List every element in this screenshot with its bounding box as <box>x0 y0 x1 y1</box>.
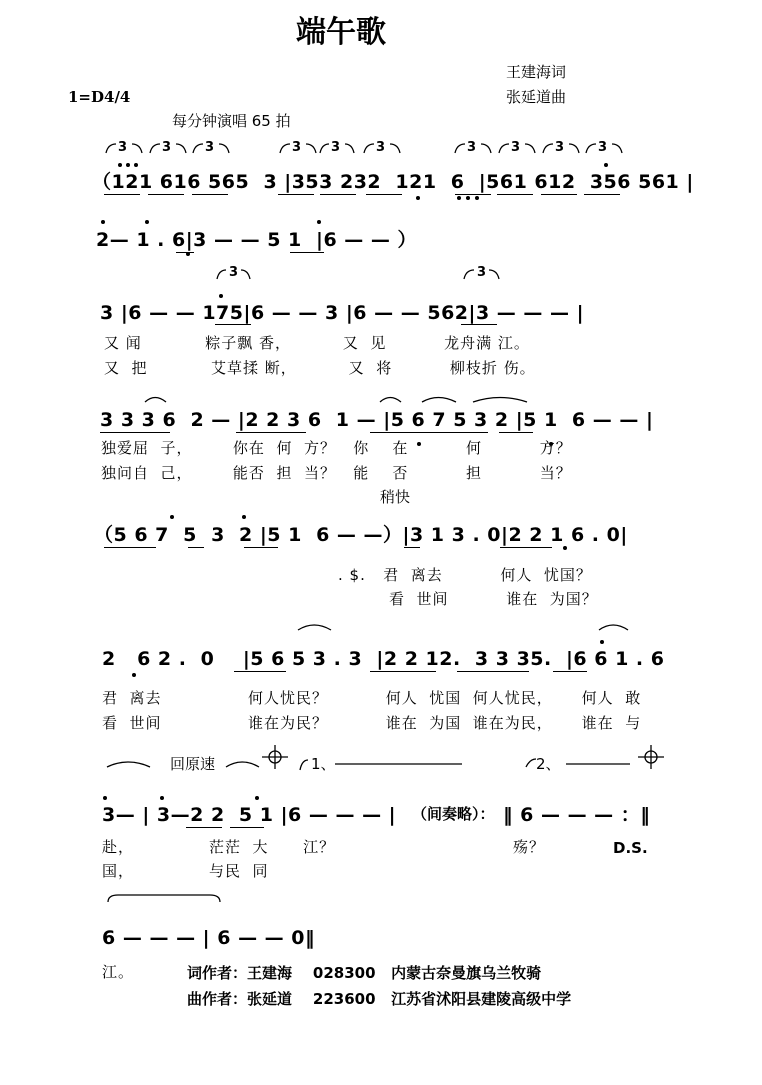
first-ending-mark: 1、 <box>311 755 336 773</box>
tie-line8 <box>0 890 762 910</box>
lyricist-credit: 王建海词 <box>506 63 567 81</box>
ties-line6 <box>0 620 762 640</box>
dal-segno-mark: D.S. <box>613 839 648 857</box>
verse-notes-line3: 3 |6 — — 175|6 — — 3 |6 — — 562|3 — — — | <box>100 302 585 324</box>
lyric-verse2-line3: 又 把 艾草揉 断， 又 将 柳枝折 伤。 <box>104 359 536 377</box>
verse-notes-line5: （5 6 7 5 3 2 |5 1 6 — —）|3 1 3 . 0|2 2 1 6 . 0| <box>94 524 628 546</box>
lyric-verse1-line4: 独爱屈 子， 你在 何 方？ 你 在 何 方？ <box>101 439 572 457</box>
lyric-verse1-line5: . $. 君 离去 何人 忧国？ <box>338 566 592 584</box>
lyric-verse1-line3: 又 闻 粽子飘 香， 又 见 龙舟满 江。 <box>104 334 530 352</box>
triplet-mark: 3 <box>376 140 386 155</box>
lyric-verse2-line5: 看 世间 谁在 为国？ <box>389 590 598 608</box>
triplet-mark: 3 <box>477 265 487 280</box>
tempo-return-mark: 回原速 <box>170 755 216 773</box>
triplet-mark: 3 <box>205 140 215 155</box>
triplet-mark: 3 <box>511 140 521 155</box>
intro-notes-line1: （121 616 565 3 |353 232 121 6 |561 612 356 561 | <box>92 171 694 193</box>
triplet-brackets-line1 <box>0 140 762 170</box>
second-ending-mark: 2、 <box>536 755 561 773</box>
triplet-mark: 3 <box>598 140 608 155</box>
interlude-mark: （间奏略）： <box>412 805 495 823</box>
lyric-verse1-line7: 赴， 茫茫 大 江？ <box>102 838 336 856</box>
triplet-mark: 3 <box>555 140 565 155</box>
triplet-mark: 3 <box>118 140 128 155</box>
verse-notes-line4: 3 3 3 6 2 — |2 2 3 6 1 — |5 6 7 5 3 2 |5 1 6 — — | <box>100 409 654 431</box>
octave-dot <box>219 294 223 298</box>
intro-notes-line2: 2— 1 . 6|3 — — 5 1 |6 — — ） <box>96 229 418 251</box>
composer-contact: 曲作者：张延道 223600 江苏省沭阳县建陵高级中学 <box>187 990 572 1008</box>
lyric-verse1-line7-end: 殇？ <box>513 838 546 856</box>
repeat-notes-line7: ‖ 6 — — — ：‖ <box>503 804 651 826</box>
lyric-verse2-line6: 看 世间 谁在为民？ 谁在 为国 谁在为民， 谁在 与 <box>102 714 642 732</box>
lyric-verse1-line6: 君 离去 何人忧民？ 何人 忧国 何人忧民， 何人 敢 <box>102 689 642 707</box>
tempo-change-mark: 稍快 <box>380 488 411 506</box>
key-signature: 1=D4/4 <box>68 88 131 106</box>
lyricist-contact: 词作者：王建海 028300 内蒙古奈曼旗乌兰牧骑 <box>187 964 542 982</box>
triplet-mark: 3 <box>162 140 172 155</box>
underline <box>215 324 251 325</box>
song-title: 端午歌 <box>296 15 386 50</box>
lyric-line8: 江。 <box>102 963 135 981</box>
ties-and-coda-line7 <box>0 745 762 785</box>
triplet-mark: 3 <box>229 265 239 280</box>
octave-dot <box>600 640 604 644</box>
lyric-verse2-line4: 独问自 己， 能否 担 当？ 能 否 担 当？ <box>101 464 572 482</box>
tempo-marking: 每分钟演唱 65 拍 <box>172 112 291 130</box>
verse-notes-line7: 3— | 3—2 2 5 1 |6 — — — | <box>102 804 397 826</box>
lyric-verse2-line7: 国， 与民 同 <box>102 862 269 880</box>
triplet-mark: 3 <box>292 140 302 155</box>
composer-credit: 张延道曲 <box>506 88 567 106</box>
verse-notes-line8: 6 — — — | 6 — — 0‖ <box>102 927 316 949</box>
triplet-mark: 3 <box>467 140 477 155</box>
underline <box>461 324 497 325</box>
triplet-brackets-line3 <box>0 266 762 286</box>
triplet-mark: 3 <box>331 140 341 155</box>
verse-notes-line6: 2 6 2 . 0 |5 6 5 3 . 3 |2 2 12. 3 3 35. |6 6 1 . 6 <box>102 648 665 670</box>
